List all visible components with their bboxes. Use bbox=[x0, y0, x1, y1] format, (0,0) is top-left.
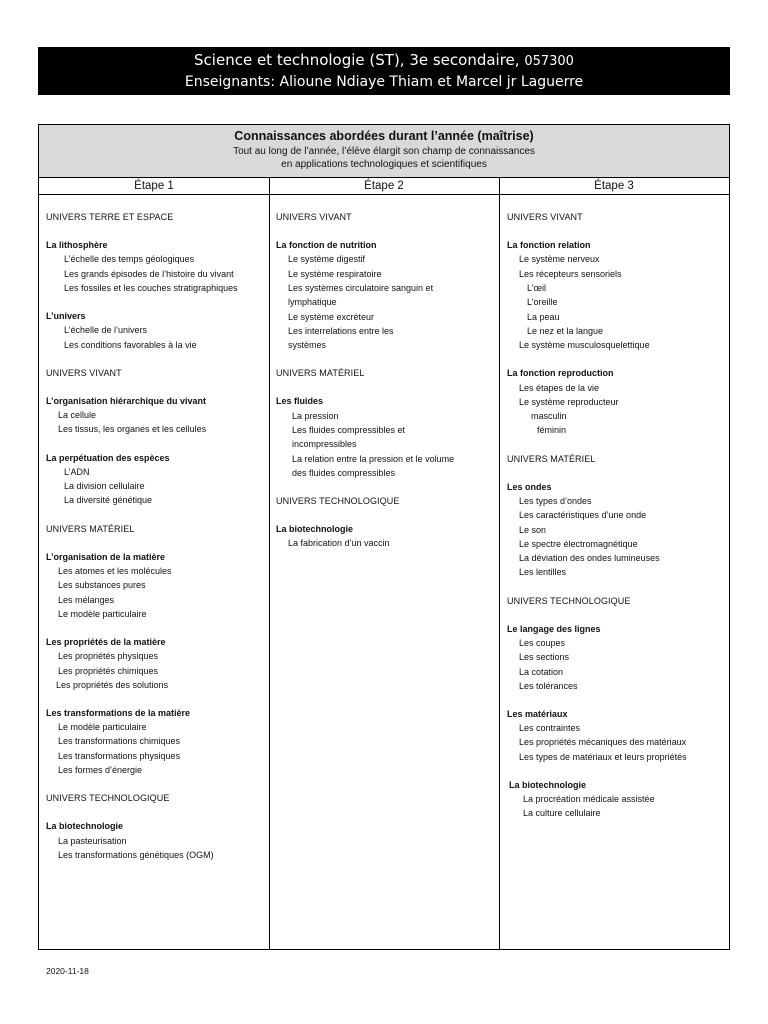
list-item: Les formes d’énergie bbox=[58, 765, 143, 776]
spacer bbox=[46, 380, 238, 394]
spacer bbox=[46, 224, 238, 238]
list-item: Les fluides compressibles et bbox=[292, 424, 406, 435]
list-item: Les lentilles bbox=[519, 567, 567, 578]
etape-2-header: Étape 2 bbox=[364, 180, 404, 192]
table-header bbox=[39, 125, 729, 178]
list-item: Les interrelations entre les bbox=[288, 325, 394, 336]
column-divider-1 bbox=[269, 178, 270, 949]
list-item: La diversité génétique bbox=[64, 495, 153, 506]
spacer bbox=[276, 224, 454, 238]
list-item: Le spectre électromagnétique bbox=[519, 538, 638, 549]
list-item: Les fossiles et les couches stratigraphiques bbox=[64, 282, 238, 293]
spacer bbox=[46, 621, 238, 635]
etape-2-column bbox=[276, 210, 454, 551]
list-item: Le nez et la langue bbox=[527, 325, 604, 336]
list-item: La déviation des ondes lumineuses bbox=[519, 553, 660, 564]
topic-heading: Le langage des lignes bbox=[507, 623, 601, 634]
list-item: L’oreille bbox=[527, 297, 558, 308]
spacer bbox=[46, 777, 238, 791]
univers-heading: UNIVERS VIVANT bbox=[507, 212, 583, 222]
etape-1-column bbox=[46, 210, 238, 862]
list-item: Les récepteurs sensoriels bbox=[519, 268, 622, 279]
list-item: féminin bbox=[537, 425, 567, 436]
list-item: La division cellulaire bbox=[64, 481, 145, 492]
spacer bbox=[507, 764, 687, 778]
spacer bbox=[276, 352, 454, 366]
spacer bbox=[46, 536, 238, 550]
header-banner bbox=[38, 47, 730, 95]
spacer bbox=[507, 352, 687, 366]
univers-heading: UNIVERS VIVANT bbox=[276, 212, 352, 222]
spacer bbox=[46, 437, 238, 451]
list-item: La cotation bbox=[519, 666, 564, 677]
list-item: incompressibles bbox=[292, 439, 357, 450]
list-item: L’ADN bbox=[64, 466, 90, 477]
spacer bbox=[46, 295, 238, 309]
topic-heading: La biotechnologie bbox=[276, 524, 354, 535]
list-item: La relation entre la pression et le volume bbox=[292, 453, 455, 464]
list-item: des fluides compressibles bbox=[292, 467, 396, 478]
spacer bbox=[276, 508, 454, 522]
list-item: Les tolérances bbox=[519, 680, 578, 691]
list-item: Le modèle particulaire bbox=[58, 608, 147, 619]
univers-heading: UNIVERS MATÉRIEL bbox=[46, 523, 135, 534]
topic-heading: Les ondes bbox=[507, 481, 552, 492]
list-item: Les substances pures bbox=[58, 580, 146, 591]
etape-1-header: Étape 1 bbox=[134, 180, 174, 192]
list-item: La peau bbox=[527, 311, 560, 322]
spacer bbox=[507, 608, 687, 622]
list-item: La cellule bbox=[58, 410, 97, 421]
spacer bbox=[276, 381, 454, 395]
univers-heading: UNIVERS VIVANT bbox=[46, 367, 122, 378]
list-item: Les types de matériaux et leurs propriétés bbox=[519, 751, 687, 762]
topic-heading: L’organisation de la matière bbox=[46, 551, 166, 562]
list-item: Les grands épisodes de l’histoire du vivant bbox=[64, 268, 234, 279]
footer-date: 2020-11-18 bbox=[46, 966, 89, 976]
list-item: L’œil bbox=[527, 282, 547, 293]
list-item: La fabrication d’un vaccin bbox=[288, 538, 390, 549]
list-item: Les systèmes circulatoire sanguin et bbox=[288, 282, 434, 293]
spacer bbox=[507, 224, 687, 238]
spacer bbox=[507, 580, 687, 594]
spacer bbox=[46, 692, 238, 706]
list-item: Les conditions favorables à la vie bbox=[64, 339, 197, 350]
list-item: lymphatique bbox=[288, 297, 337, 308]
univers-heading: UNIVERS MATÉRIEL bbox=[507, 453, 596, 464]
spacer bbox=[507, 438, 687, 452]
spacer bbox=[46, 805, 238, 819]
list-item: Les coupes bbox=[519, 637, 566, 648]
list-item: Les propriétés physiques bbox=[58, 651, 159, 662]
teachers-line: Enseignants: Alioune Ndiaye Thiam et Marcel jr Laguerre bbox=[184, 74, 584, 90]
topic-heading: La biotechnologie bbox=[46, 821, 124, 832]
univers-heading: UNIVERS TECHNOLOGIQUE bbox=[507, 595, 631, 606]
list-item: Les transformations chimiques bbox=[58, 736, 181, 747]
list-item: Les atomes et les molécules bbox=[58, 565, 172, 576]
spacer bbox=[46, 508, 238, 522]
spacer bbox=[507, 693, 687, 707]
univers-heading: UNIVERS TERRE ET ESPACE bbox=[46, 212, 174, 222]
list-item: La pression bbox=[292, 410, 339, 421]
table-subtitle-2: en applications technologiques et scientifiques bbox=[281, 159, 487, 170]
list-item: L’échelle des temps géologiques bbox=[64, 254, 195, 265]
topic-heading: Les fluides bbox=[276, 396, 324, 407]
topic-heading: La lithosphère bbox=[46, 240, 108, 251]
list-item: La culture cellulaire bbox=[523, 808, 601, 819]
list-item: Les sections bbox=[519, 652, 570, 663]
list-item: L’échelle de l’univers bbox=[64, 325, 148, 336]
topic-heading: La fonction reproduction bbox=[507, 368, 614, 379]
spacer bbox=[46, 352, 238, 366]
topic-heading: La perpétuation des espèces bbox=[46, 452, 170, 463]
topic-heading: L’organisation hiérarchique du vivant bbox=[46, 395, 207, 406]
course-code: 057300 bbox=[524, 54, 574, 69]
list-item: Les transformations physiques bbox=[58, 750, 181, 761]
topic-heading: La biotechnologie bbox=[509, 779, 587, 790]
course-title bbox=[38, 47, 730, 72]
topic-heading: Les propriétés de la matière bbox=[46, 636, 166, 647]
list-item: Les caractéristiques d’une onde bbox=[519, 510, 647, 521]
univers-heading: UNIVERS MATÉRIEL bbox=[276, 368, 365, 379]
topic-heading: L’univers bbox=[46, 311, 86, 322]
list-item: Le modèle particulaire bbox=[58, 722, 147, 733]
list-item: Les propriétés mécaniques des matériaux bbox=[519, 737, 687, 748]
univers-heading: UNIVERS TECHNOLOGIQUE bbox=[276, 495, 400, 506]
topic-heading: La fonction relation bbox=[507, 240, 591, 251]
table-title: Connaissances abordées durant l’année (maîtrise) bbox=[234, 129, 534, 143]
list-item: Les transformations génétiques (OGM) bbox=[58, 849, 214, 860]
list-item: La pasteurisation bbox=[58, 835, 127, 846]
topic-heading: La fonction de nutrition bbox=[276, 240, 377, 251]
list-item: Les contraintes bbox=[519, 723, 581, 734]
list-item: Les propriétés des solutions bbox=[56, 679, 169, 690]
list-item: Le système respiratoire bbox=[288, 268, 382, 279]
list-item: Le système musculosquelettique bbox=[519, 340, 650, 351]
list-item: Les types d’ondes bbox=[519, 495, 592, 506]
knowledge-table bbox=[38, 124, 730, 950]
topic-heading: Les matériaux bbox=[507, 708, 568, 719]
topic-heading: Les transformations de la matière bbox=[46, 707, 191, 718]
column-divider-2 bbox=[499, 178, 500, 949]
list-item: masculin bbox=[531, 411, 567, 422]
table-subtitle-1: Tout au long de l’année, l’élève élargit son champ de connaissances bbox=[233, 146, 535, 157]
etape-3-column bbox=[507, 210, 687, 821]
list-item: La procréation médicale assistée bbox=[523, 794, 655, 805]
list-item: Le système excréteur bbox=[288, 311, 375, 322]
list-item: Les mélanges bbox=[58, 594, 115, 605]
etapes-row bbox=[39, 178, 729, 195]
list-item: Le système nerveux bbox=[519, 254, 600, 265]
list-item: Le système digestif bbox=[288, 254, 366, 265]
spacer bbox=[507, 466, 687, 480]
course-title-text: Science et technologie (ST), 3e secondaire, bbox=[194, 51, 525, 69]
list-item: Le système reproducteur bbox=[519, 396, 619, 407]
univers-heading: UNIVERS TECHNOLOGIQUE bbox=[46, 793, 170, 804]
list-item: Les étapes de la vie bbox=[519, 382, 600, 393]
list-item: Le son bbox=[519, 524, 547, 535]
etape-3-header: Étape 3 bbox=[594, 180, 634, 192]
list-item: Les propriétés chimiques bbox=[58, 665, 159, 676]
spacer bbox=[276, 480, 454, 494]
list-item: Les tissus, les organes et les cellules bbox=[58, 424, 207, 435]
list-item: systèmes bbox=[288, 340, 327, 351]
